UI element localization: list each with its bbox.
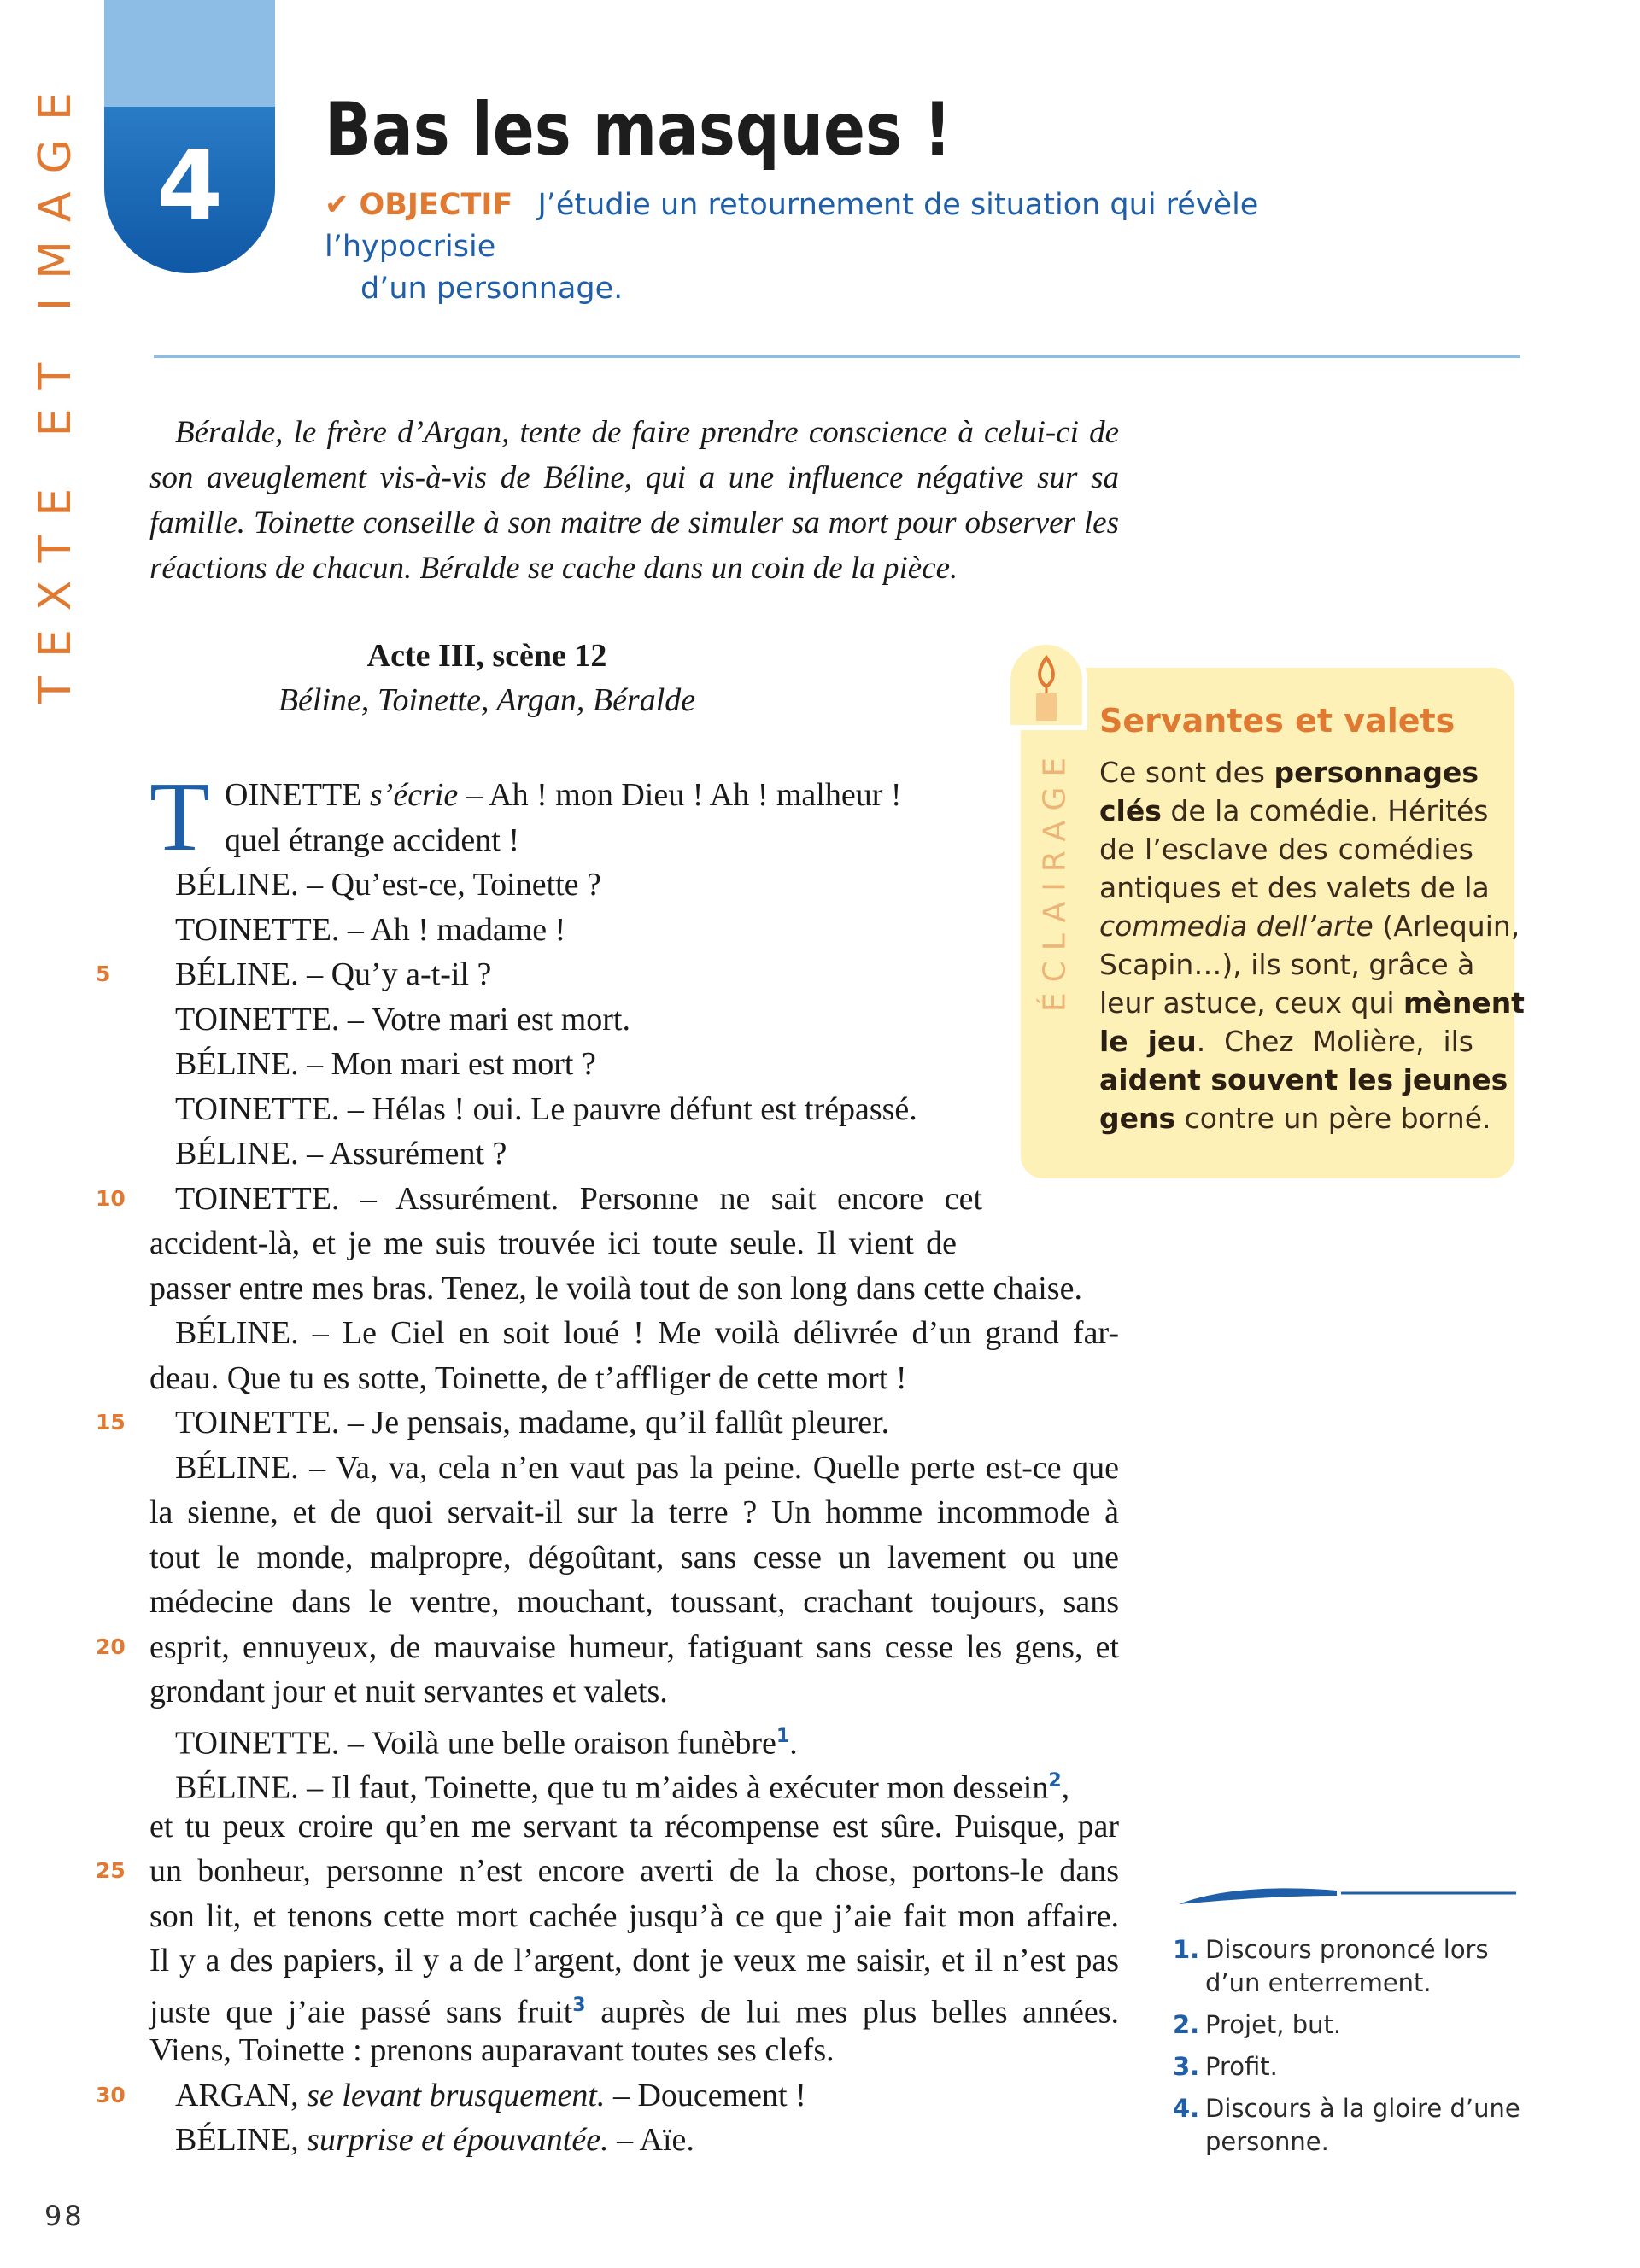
text-line: deau. Que tu es sotte, Toinette, de t’affliger de cette mort ! bbox=[149, 1359, 907, 1396]
side-label-text: TEXTE ET IMAGE bbox=[30, 73, 81, 704]
line-number: 15 bbox=[96, 1410, 126, 1435]
text-line: TOINETTE. – Assurément. Personne ne sait encore cet bbox=[175, 1180, 982, 1217]
text-line: Viens, Toinette : prenons auparavant toutes ses clefs. bbox=[149, 2032, 835, 2068]
text-line: esprit, ennuyeux, de mauvaise humeur, fatiguant sans cesse les gens, et bbox=[149, 1628, 1119, 1665]
page-number: 98 bbox=[44, 2200, 85, 2232]
text-line: et tu peux croire qu’en me servant ta récompense est sûre. Puisque, par bbox=[149, 1808, 1119, 1844]
text-line: médecine dans le ventre, mouchant, toussant, crachant toujours, sans bbox=[149, 1584, 1119, 1620]
eclairage-line: le jeu. Chez Molière, ils bbox=[1099, 1025, 1473, 1058]
text-line: un bonheur, personne n’est encore averti de la chose, portons-le dans bbox=[149, 1853, 1119, 1889]
eclairage-line: clés de la comédie. Hérités bbox=[1099, 794, 1489, 827]
header-divider bbox=[154, 355, 1520, 358]
text-line: accident-là, et je me suis trouvée ici toute seule. Il vient de bbox=[149, 1225, 957, 1261]
objective-text-line1: J’étudie un retournement de situation qui révèle l’hypocrisie bbox=[325, 188, 1259, 264]
text-line: passer entre mes bras. Tenez, le voilà tout de son long dans cette chaise. bbox=[149, 1270, 1082, 1306]
text-line: BÉLINE. – Mon mari est mort ? bbox=[175, 1046, 596, 1082]
text-line: BÉLINE. – Va, va, cela n’en vaut pas la peine. Quelle perte est-ce que bbox=[175, 1449, 1119, 1486]
text-line: BÉLINE. – Qu’y a-t-il ? bbox=[175, 956, 492, 992]
eclairage-vertical-label bbox=[1021, 726, 1089, 1033]
text-line: BÉLINE. – Assurément ? bbox=[175, 1136, 507, 1172]
eclairage-line: gens contre un père borné. bbox=[1099, 1102, 1491, 1135]
scene-characters: Béline, Toinette, Argan, Béralde bbox=[278, 682, 696, 718]
eclairage-text bbox=[1099, 753, 1525, 1137]
text-line: Il y a des papiers, il y a de l’argent, dont je veux me saisir, et il n’est pas bbox=[149, 1943, 1119, 1979]
text-line: TOINETTE. – Voilà une belle oraison funèbre$^1$. bbox=[175, 1725, 798, 1762]
footnote: 2. Projet, but. bbox=[1173, 2010, 1342, 2039]
text-line: BÉLINE. – Le Ciel en soit loué ! Me voilà délivrée d’un grand far- bbox=[175, 1315, 1119, 1351]
text-line: ARGAN, se levant brusquement. – Doucement ! bbox=[175, 2077, 806, 2113]
footnote: 1. Discours prononcé lors d’un enterrement. bbox=[1173, 1935, 1489, 1997]
objective-text-line2: d’un personnage. bbox=[360, 272, 624, 306]
eclairage-line: aident souvent les jeunes bbox=[1099, 1063, 1508, 1096]
play-dialogue bbox=[149, 763, 1119, 2163]
eclairage-title: Servantes et valets bbox=[1099, 702, 1456, 739]
text-line: BÉLINE. – Il faut, Toinette, que tu m’aides à exécuter mon dessein$^2$, bbox=[175, 1769, 1070, 1806]
eclairage-line: de l’esclave des comédies bbox=[1099, 833, 1473, 866]
text-line: quel étrange accident ! bbox=[225, 821, 519, 858]
scene-heading: Acte III, scène 12 bbox=[366, 638, 607, 674]
candle-icon bbox=[999, 642, 1093, 736]
text-line: TOINETTE. – Hélas ! oui. Le pauvre défunt est trépassé. bbox=[175, 1090, 917, 1127]
line-number: 5 bbox=[96, 962, 111, 986]
eclairage-line: Scapin…), ils sont, grâce à bbox=[1099, 948, 1475, 981]
text-line: son lit, et tenons cette mort cachée jusqu’à ce que j’aie fait mon affaire. bbox=[149, 1897, 1119, 1934]
text-line: tout le monde, malpropre, dégoûtant, sans cesse un lavement ou une bbox=[149, 1539, 1119, 1575]
text-line: grondant jour et nuit servantes et valets. bbox=[149, 1674, 668, 1710]
footnotes bbox=[1173, 1933, 1532, 2167]
eclairage-label-text: ÉCLAIRAGE bbox=[1037, 746, 1073, 1013]
text-line: BÉLINE, surprise et épouvantée. – Aïe. bbox=[175, 2122, 694, 2158]
chapter-number-badge bbox=[104, 107, 275, 273]
footnote-ref: 3 bbox=[572, 1994, 586, 2016]
text-line: TOINETTE. – Votre mari est mort. bbox=[175, 1001, 630, 1038]
section-side-label bbox=[26, 51, 85, 726]
footnote-ref: 2 bbox=[1048, 1770, 1062, 1792]
drop-cap: T bbox=[149, 763, 210, 872]
text-line: TOINETTE. – Ah ! madame ! bbox=[175, 911, 566, 948]
text-line: OINETTE s’écrie – Ah ! mon Dieu ! Ah ! malheur ! bbox=[225, 777, 902, 813]
text-line: la sienne, et de quoi servait-il sur la terre ? Un homme incommode à bbox=[149, 1494, 1119, 1530]
intro-paragraph: Béralde, le frère d’Argan, tente de faire prendre conscience à celui-ci de son aveuglement vis-à-vis de Béline, qui a une influence négative sur sa famille. Toinette conseille à son maitre de simuler sa mort pour observer les réactions de chacun. Béralde se cache dans un coin de la pièce. bbox=[149, 415, 1119, 586]
objective bbox=[325, 184, 1418, 310]
text-line: BÉLINE. – Qu’est-ce, Toinette ? bbox=[175, 867, 601, 903]
page-title: Bas les masques ! bbox=[325, 87, 952, 172]
line-number: 30 bbox=[96, 2082, 126, 2107]
eclairage-line: antiques et des valets de la bbox=[1099, 871, 1490, 904]
line-number: 20 bbox=[96, 1634, 126, 1659]
footnote: 3. Profit. bbox=[1173, 2052, 1278, 2081]
footnote-ref: 1 bbox=[776, 1725, 790, 1747]
text-line: TOINETTE. – Je pensais, madame, qu’il fallût pleurer. bbox=[175, 1405, 890, 1441]
footnote: 4. Discours à la gloire d’une personne. bbox=[1173, 2094, 1520, 2156]
eclairage-line: commedia dell’arte (Arlequin, bbox=[1099, 909, 1520, 943]
line-number: 10 bbox=[96, 1185, 126, 1211]
chapter-tab bbox=[104, 0, 275, 107]
checkmark-icon: ✔ bbox=[325, 188, 350, 222]
line-number: 25 bbox=[96, 1858, 126, 1883]
objective-label: OBJECTIF bbox=[359, 188, 513, 222]
quill-icon bbox=[1174, 1879, 1516, 1913]
eclairage-line: Ce sont des personnages bbox=[1099, 756, 1479, 789]
chapter-number: 4 bbox=[156, 131, 223, 242]
text-line: juste que j’aie passé sans fruit$^3$ auprès de lui mes plus belles années. bbox=[149, 1994, 1119, 2031]
eclairage-line: leur astuce, ceux qui mènent bbox=[1099, 986, 1525, 1020]
